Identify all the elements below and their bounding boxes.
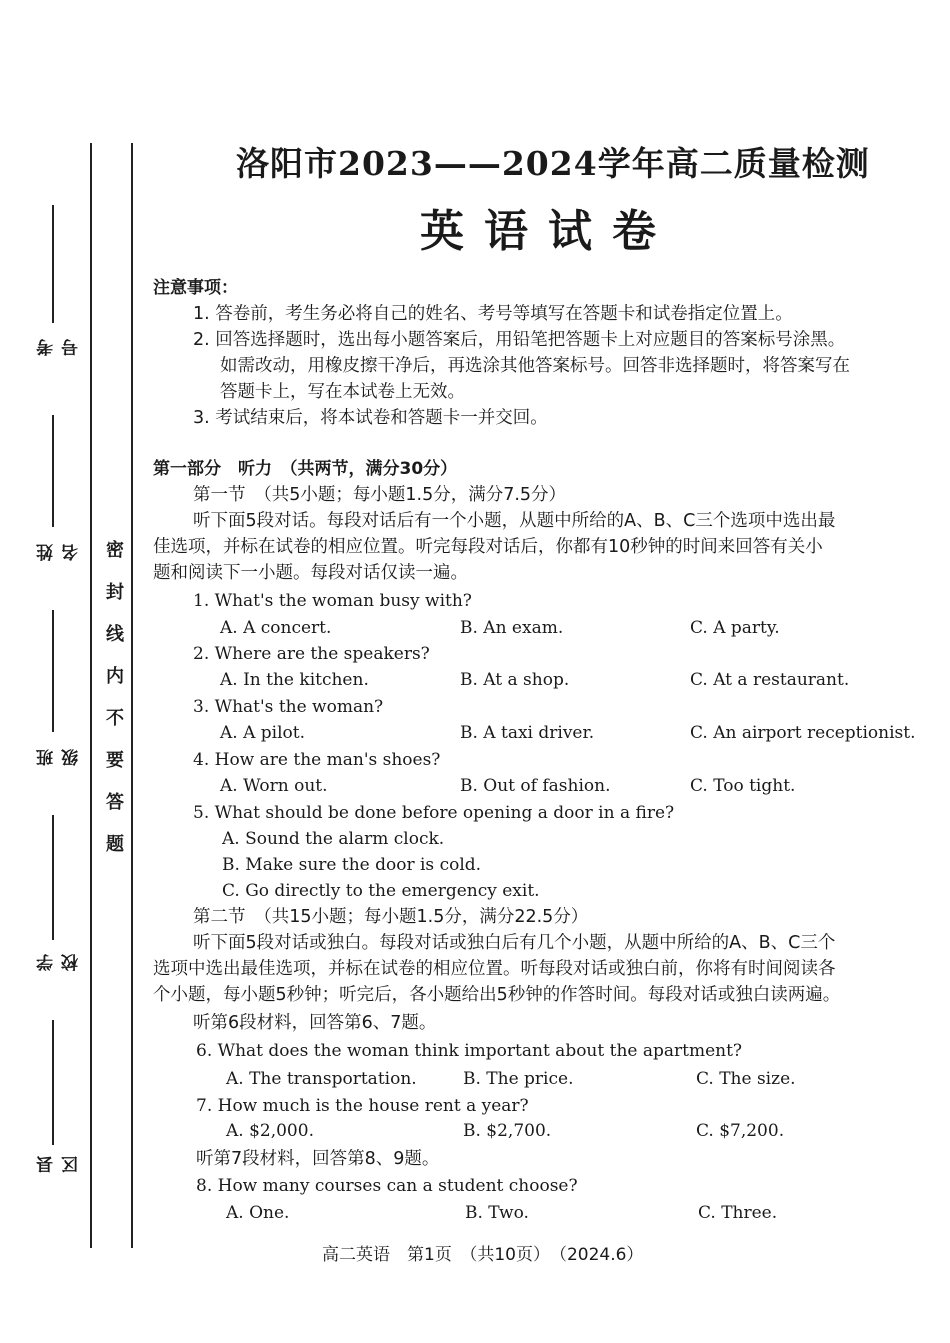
exam-title: 洛阳市2023——2024学年高二质量检测: [236, 144, 870, 183]
question-3-option-b: B. A taxi driver.: [460, 723, 595, 743]
question-2-option-a: A. In the kitchen.: [220, 670, 369, 690]
question-1-option-a: A. A concert.: [220, 618, 332, 638]
notice-line-1: 1. 答卷前，考生务必将自己的姓名、考号等填写在答题卡和试卷指定位置上。: [193, 304, 793, 324]
section1-instruction-3: 题和阅读下一小题。每段对话仅读一遍。: [153, 563, 468, 583]
question-6: 6. What does the woman think important about the apartment?: [196, 1041, 743, 1061]
part1-heading: 第一部分 听力 （共两节，满分30分）: [153, 459, 458, 479]
binding-line-right: [131, 143, 133, 1248]
district-label: 县区: [37, 1152, 82, 1173]
question-5-option-a: A. Sound the alarm clock.: [222, 829, 445, 849]
question-7-option-c: C. $7,200.: [696, 1121, 785, 1141]
section1-instruction-1: 听下面5段对话。每段对话后有一个小题，从题中所给的A、B、C三个选项中选出最: [193, 511, 836, 531]
section2-instruction-3: 个小题，每小题5秒钟；听完后，各小题给出5秒钟的作答时间。每段对话或独白读两遍。: [153, 985, 841, 1005]
question-3-option-c: C. An airport receptionist.: [690, 723, 916, 743]
notice-line-3: 如需改动，用橡皮擦干净后，再选涂其他答案标号。回答非选择题时，将答案写在: [220, 356, 850, 376]
notice-line-5: 3. 考试结束后，将本试卷和答题卡一并交回。: [193, 408, 548, 428]
question-4-option-a: A. Worn out.: [220, 776, 328, 796]
question-6-option-c: C. The size.: [696, 1069, 796, 1089]
exam-number-label: 考号: [37, 335, 82, 356]
question-7-option-a: A. $2,000.: [226, 1121, 314, 1141]
question-8-option-c: C. Three.: [698, 1203, 778, 1223]
class-line: [52, 610, 54, 732]
section2-heading: 第二节 （共15小题；每小题1.5分，满分22.5分）: [193, 907, 589, 927]
school-line: [52, 815, 54, 940]
question-4-option-c: C. Too tight.: [690, 776, 796, 796]
question-4-option-b: B. Out of fashion.: [460, 776, 611, 796]
question-6-option-a: A. The transportation.: [226, 1069, 417, 1089]
question-6-option-b: B. The price.: [463, 1069, 574, 1089]
question-3: 3. What's the woman?: [193, 697, 384, 717]
page-footer: 高二英语 第1页 （共10页） （2024.6）: [322, 1245, 644, 1265]
seal-line-notice: 密封线内不要答题: [103, 540, 124, 876]
notice-line-2: 2. 回答选择题时，选出每小题答案后，用铅笔把答题卡上对应题目的答案标号涂黑。: [193, 330, 846, 350]
material-7-note: 听第7段材料，回答第8、9题。: [196, 1149, 440, 1169]
class-label: 班级: [37, 745, 82, 766]
question-7-option-b: B. $2,700.: [463, 1121, 552, 1141]
section1-heading: 第一节 （共5小题；每小题1.5分，满分7.5分）: [193, 485, 567, 505]
notice-heading: 注意事项：: [153, 278, 238, 298]
name-label: 姓名: [37, 540, 82, 561]
material-6-note: 听第6段材料，回答第6、7题。: [193, 1013, 437, 1033]
binding-line-left: [90, 143, 92, 1248]
question-5-option-c: C. Go directly to the emergency exit.: [222, 881, 540, 901]
question-1-option-b: B. An exam.: [460, 618, 564, 638]
question-5-option-b: B. Make sure the door is cold.: [222, 855, 482, 875]
notice-line-4: 答题卡上，写在本试卷上无效。: [220, 382, 465, 402]
question-4: 4. How are the man's shoes?: [193, 750, 441, 770]
district-line: [52, 1020, 54, 1145]
question-1-option-c: C. A party.: [690, 618, 780, 638]
school-label: 学校: [37, 950, 82, 971]
exam-number-line: [52, 205, 54, 323]
question-7: 7. How much is the house rent a year?: [196, 1096, 529, 1116]
question-3-option-a: A. A pilot.: [220, 723, 305, 743]
section2-instruction-2: 选项中选出最佳选项，并标在试卷的相应位置。听每段对话或独白前，你将有时间阅读各: [153, 959, 836, 979]
section1-instruction-2: 佳选项，并标在试卷的相应位置。听完每段对话后，你都有10秒钟的时间来回答有关小: [153, 537, 823, 557]
name-line: [52, 415, 54, 527]
question-8-option-a: A. One.: [226, 1203, 290, 1223]
question-5: 5. What should be done before opening a door in a fire?: [193, 803, 675, 823]
question-8: 8. How many courses can a student choose?: [196, 1176, 578, 1196]
question-8-option-b: B. Two.: [465, 1203, 529, 1223]
section2-instruction-1: 听下面5段对话或独白。每段对话或独白后有几个小题，从题中所给的A、B、C三个: [193, 933, 836, 953]
question-2: 2. Where are the speakers?: [193, 644, 430, 664]
exam-subtitle: 英语试卷: [420, 206, 676, 257]
question-1: 1. What's the woman busy with?: [193, 591, 472, 611]
question-2-option-b: B. At a shop.: [460, 670, 570, 690]
question-2-option-c: C. At a restaurant.: [690, 670, 850, 690]
